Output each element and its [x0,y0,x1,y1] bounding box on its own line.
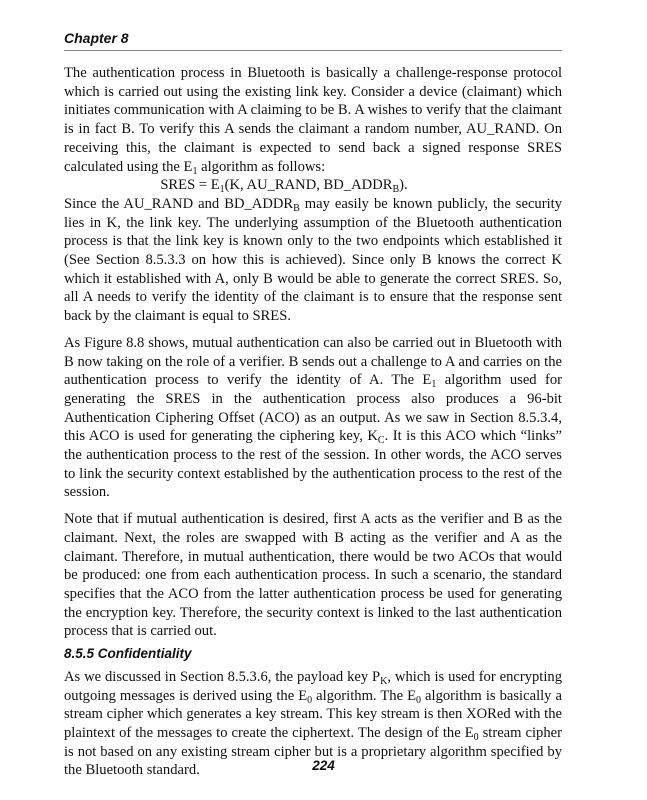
text-run: ). [399,177,408,194]
subscript: 1 [219,184,225,196]
paragraph-aco-note: Note that if mutual authentication is desired, first A acts as the verifier and B as the claimant. Next, the roles are swapped with B acting as the verifier and A as the claimant. Therefore, in mutual authentication, there would be two ACOs that would be produced: one from each authentication process. In such a scenario, the standard specifies that the ACO from the latter authentication process be used for generating the encryption key. Therefore, the security context is linked to the last authentication process that is carried out. [64,511,562,640]
chapter-header: Chapter 8 [64,30,129,46]
subscript: B [392,184,400,196]
text-run: As we discussed in Section 8.5.3.6, the payload key P [64,668,381,685]
header-rule [64,50,562,51]
subscript: 0 [307,694,313,706]
text-run: algorithm as follows: [197,158,326,175]
text-run: (K, AU_RAND, BD_ADDR [224,177,393,194]
sres-equation [64,176,562,195]
text-run: algorithm used for generating the SRES in the authentication process also produces a 96-bit Authentication Ciphering Offset (ACO) as an output. As we saw in Section 8.5.3.4, this ACO is used for generating the ciphering key, K [64,372,562,445]
subscript: C [377,435,385,447]
subscript: B [293,202,300,214]
subscript: 0 [473,731,479,743]
subscript: 1 [192,165,198,177]
paragraph-link-key [64,195,562,326]
text-run: algorithm. The E [312,687,416,704]
text-run: . It is this ACO which “links” the authentication process to the rest of the session. In other words, the ACO serves to link the security context established by the authentication process to the rest of the session. [64,428,562,501]
text-run: , which is used for encrypting outgoing messages is derived using the E [64,668,562,704]
section-heading-confidentiality: 8.5.5 Confidentiality [64,646,192,662]
page-body [64,64,562,788]
subscript: 0 [416,694,421,706]
text-run: Since the AU_RAND and BD_ADDR [64,195,294,212]
text-run: SRES = E [160,177,220,194]
text-run: stream cipher is not based on any existing stream cipher but is a proprietary algorithm specified by the Bluetooth standard. [64,724,562,779]
text-run: may easily be known publicly, the security lies in K, the link key. The underlying assumption of the Bluetooth authentication process is that the link key is known only to the two endpoints which established it (See Section 8.5.3.3 on how this is achieved). Since only B knows the correct K which it established with A, only B would be able to generate the correct SRES. So, all A needs to verify the identity of the claimant is to ensure that the response sent back by the claimant is equal to SRES. [64,195,562,325]
subscript: 1 [431,379,437,391]
text-run: As Figure 8.8 shows, mutual authentication can also be carried out in Bluetooth with B now taking on the role of a verifier. B sends out a challenge to A and carries on the authentication process to verify the identity of A. The E [64,334,562,389]
page-number: 224 [312,758,335,773]
paragraph-mutual-authentication [64,334,562,502]
paragraph-authentication-intro [64,64,562,176]
text-run: The authentication process in Bluetooth is basically a challenge-response protocol which is carried out using the existing link key. Consider a device (claimant) which initiates communication with A claiming to be B. A wishes to verify that the claimant is in fact B. To verify this A sends the claimant a random number, AU_RAND. On receiving this, the claimant is expected to send back a signed response SRES calculated using the E [64,65,562,175]
text-run: algorithm is basically a stream cipher which generates a key stream. This key stream is then XORed with the plaintext of the messages to create the ciphertext. The design of the E [64,687,562,741]
subscript: K [380,675,388,687]
